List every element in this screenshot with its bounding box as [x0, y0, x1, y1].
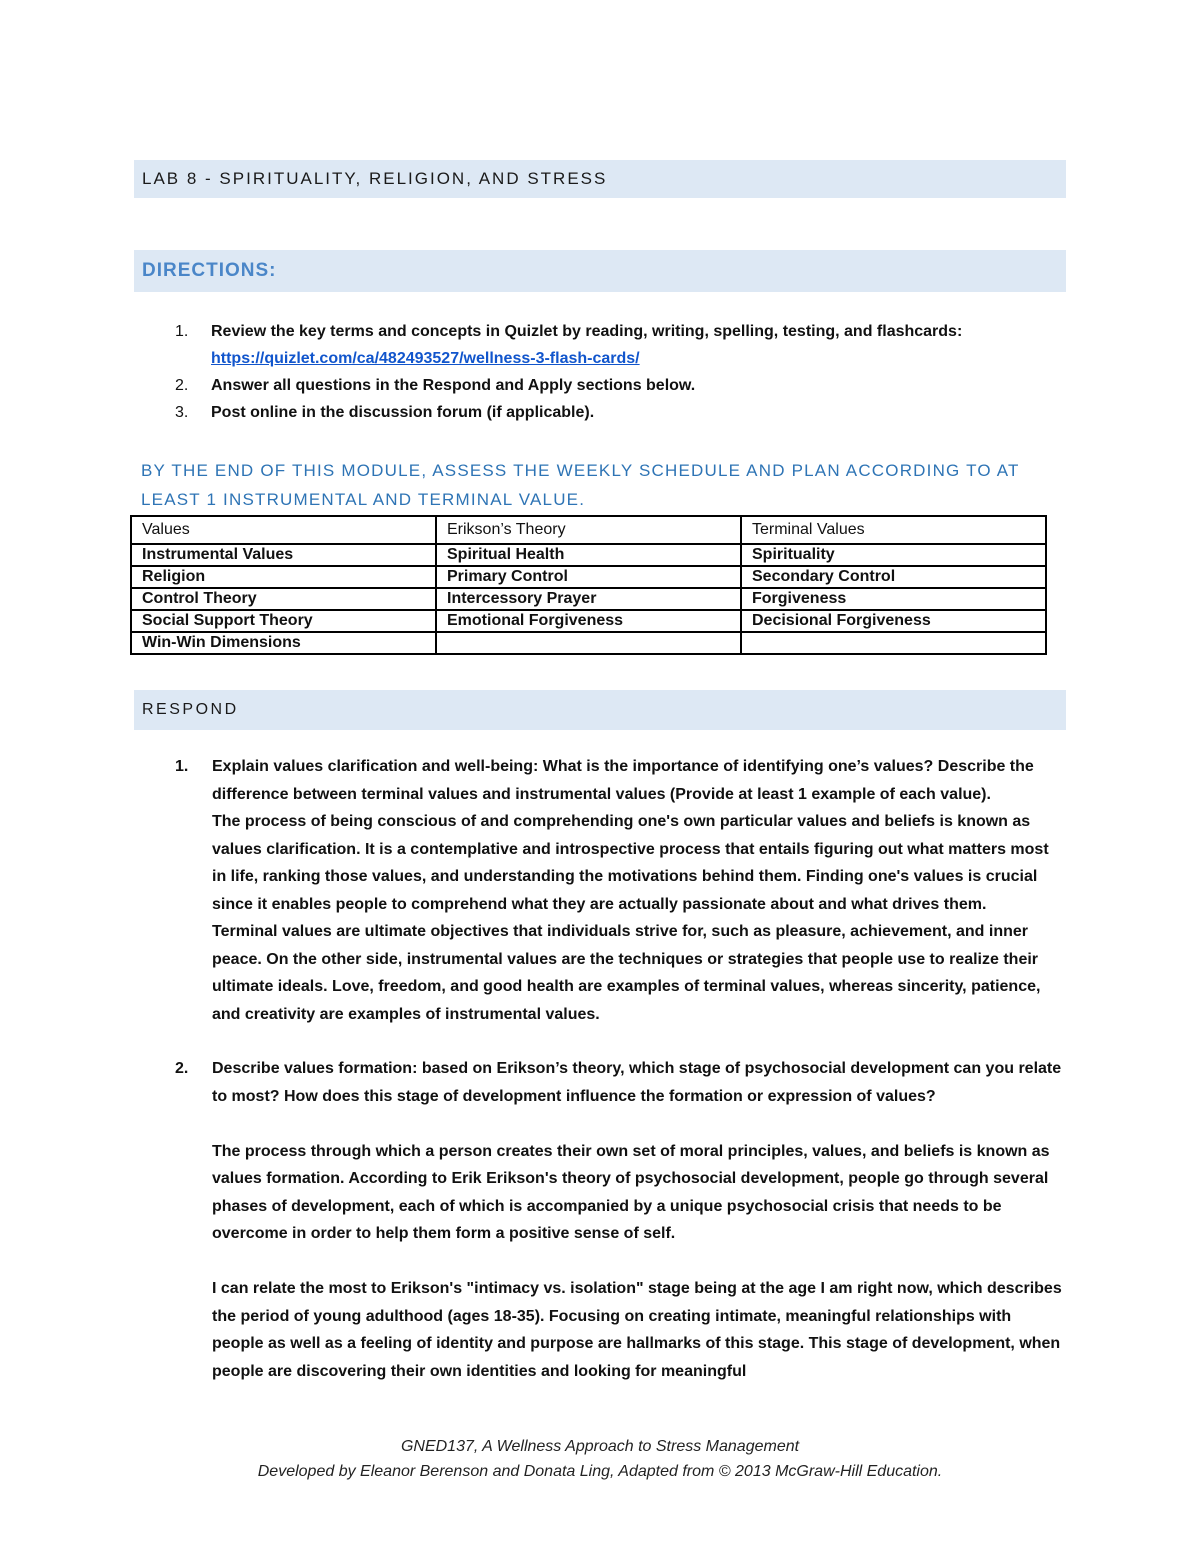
- direction-text: Answer all questions in the Respond and Apply sections below.: [211, 377, 696, 394]
- directions-list: [173, 318, 1053, 426]
- table-row: [131, 566, 1046, 588]
- question-text: Explain values clarification and well-being: What is the importance of identifying one’s values? Describe the difference between terminal values and instrumental values (Provide at least 1 example of each value).: [212, 758, 1034, 803]
- table-cell: Religion: [131, 566, 436, 588]
- table-cell: Control Theory: [131, 588, 436, 610]
- footer-credits: Developed by Eleanor Berenson and Donata Ling, Adapted from © 2013 McGraw-Hill Education.: [257, 1463, 943, 1480]
- table-cell: [436, 632, 741, 654]
- table-cell: Terminal Values: [741, 516, 1046, 544]
- list-item: [173, 318, 1053, 372]
- table-cell: Intercessory Prayer: [436, 588, 741, 610]
- answer-paragraph: The process through which a person creates their own set of moral principles, values, and beliefs is known as values formation. According to Erik Erikson's theory of psychosocial development, people go through several phases of development, each of which is accompanied by a unique psychosocial crisis that needs to be overcome in order to help them form a positive sense of self.: [212, 1142, 1050, 1242]
- key-terms-table: [130, 515, 1047, 655]
- table-cell: Erikson’s Theory: [436, 516, 741, 544]
- table-cell: Primary Control: [436, 566, 741, 588]
- list-number: 3.: [175, 404, 189, 421]
- table-cell: [741, 632, 1046, 654]
- table-cell: Spiritual Health: [436, 544, 741, 566]
- table-cell: Decisional Forgiveness: [741, 610, 1046, 632]
- directions-heading: DIRECTIONS:: [134, 250, 1066, 292]
- respond-section: [173, 753, 1063, 1385]
- table-cell: Win-Win Dimensions: [131, 632, 436, 654]
- answer-paragraph: I can relate the most to Erikson's "intimacy vs. isolation" stage being at the age I am right now, which describes the period of young adulthood (ages 18-35). Focusing on creating intimate, meaningful relationships with people as well as a feeling of identity and purpose are hallmarks of this stage. This stage of development, when people are discovering their own identities and looking for meaningful: [212, 1280, 1062, 1380]
- table-row: [131, 544, 1046, 566]
- question-number: 1.: [175, 758, 189, 775]
- quizlet-link[interactable]: https://quizlet.com/ca/482493527/wellness-3-flash-cards/: [211, 350, 640, 367]
- question-2: [173, 1055, 1063, 1385]
- table-cell: Forgiveness: [741, 588, 1046, 610]
- answer-paragraph: Terminal values are ultimate objectives that individuals strive for, such as pleasure, achievement, and inner peace. On the other side, instrumental values are the techniques or strategies that people use to realize their ultimate ideals. Love, freedom, and good health are examples of terminal values, whereas sincerity, patience, and creativity are examples of instrumental values.: [212, 923, 1041, 1023]
- table-cell: Social Support Theory: [131, 610, 436, 632]
- table-cell: Instrumental Values: [131, 544, 436, 566]
- table-row: [131, 632, 1046, 654]
- respond-heading: RESPOND: [134, 690, 1066, 730]
- answer-paragraph: The process of being conscious of and comprehending one's own particular values and beliefs is known as values clarification. It is a contemplative and introspective process that entails figuring out what matters most in life, ranking those values, and understanding the motivations behind them. Finding one's values is crucial since it enables people to comprehend what they are actually passionate about and what drives them.: [212, 813, 1049, 913]
- table-row: [131, 588, 1046, 610]
- table-cell: Spirituality: [741, 544, 1046, 566]
- table-cell: Values: [131, 516, 436, 544]
- assess-heading: BY THE END OF THIS MODULE, ASSESS THE WEEKLY SCHEDULE AND PLAN ACCORDING TO AT LEAST 1 INSTRUMENTAL AND TERMINAL VALUE.: [141, 461, 1020, 509]
- direction-text: Post online in the discussion forum (if applicable).: [211, 404, 595, 421]
- question-1: [173, 753, 1063, 1028]
- question-text: Describe values formation: based on Erikson’s theory, which stage of psychosocial development can you relate to most? How does this stage of development influence the formation or expression of values?: [212, 1060, 1062, 1105]
- table-cell: Emotional Forgiveness: [436, 610, 741, 632]
- list-number: 2.: [175, 377, 189, 394]
- lab-title: LAB 8 - SPIRITUALITY, RELIGION, AND STRESS: [134, 160, 1066, 198]
- question-number: 2.: [175, 1060, 189, 1077]
- table-cell: Secondary Control: [741, 566, 1046, 588]
- table-row: [131, 516, 1046, 544]
- footer-course: GNED137, A Wellness Approach to Stress Management: [400, 1438, 800, 1455]
- list-item: [173, 372, 1053, 399]
- table-row: [131, 610, 1046, 632]
- list-number: 1.: [175, 323, 189, 340]
- direction-text: Review the key terms and concepts in Quizlet by reading, writing, spelling, testing, and flashcards:: [211, 323, 963, 340]
- page-footer: [0, 1434, 1200, 1484]
- list-item: [173, 399, 1053, 426]
